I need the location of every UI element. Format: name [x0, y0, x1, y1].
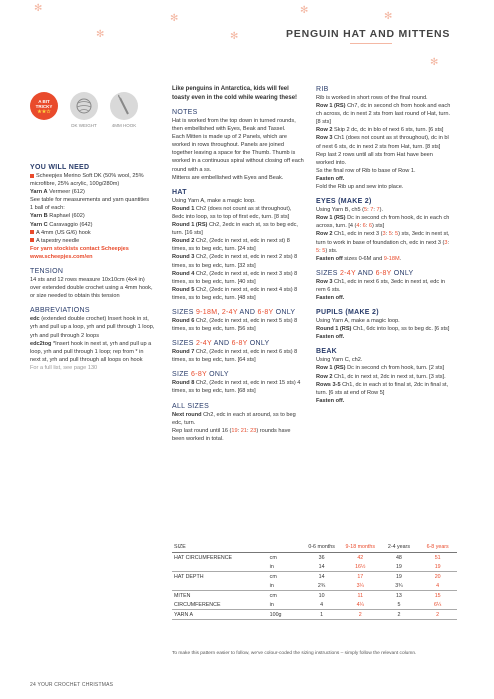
notes-paragraph: Mittens are embellished with Eyes and Beak. — [172, 174, 284, 181]
size-heading: SIZE 6-8Y ONLY — [172, 371, 229, 379]
snowflake-icon: ✻ — [170, 13, 179, 24]
section-heading: HAT — [172, 188, 187, 196]
table-header-cell: SIZE — [172, 542, 268, 553]
table-cell: cm — [269, 592, 277, 599]
page-title: PENGUIN HAT AND MITTENS — [286, 28, 451, 40]
instruction: Round 1 (RS) Ch2, 2edc in each st, ss to beg edc, turn. [16 sts] — [172, 222, 298, 237]
snowflake-icon: ✻ — [34, 3, 43, 14]
instruction: Using Yarn A, make a magic loop. — [316, 318, 400, 325]
instruction: Rep last round until 16 (19: 21: 23) rounds have been worked in total. — [172, 427, 291, 442]
notes-paragraph: Each Mitten is made up of 2 Panels, which are worked in rows throughout. Panels are joined together leaving a space for the Thumb. Thumb is worked in a continuous spiral without closing off each round with a ss. — [172, 134, 304, 173]
instruction: Fasten off sizes 0-6M and 9-18M. — [316, 255, 402, 262]
full-list-ref: For a full list, see page 130 — [30, 364, 98, 371]
instruction: Rib is worked in short rows of the final round. — [316, 95, 428, 101]
table-cell: 1 — [302, 610, 341, 620]
table-cell: 19 — [418, 562, 457, 572]
table-cell: 100g — [268, 610, 303, 620]
instruction: Round 1 Ch2 (does not count as st throughout), 8edc into loop, ss to top of first edc, turn. [8 sts] — [172, 205, 292, 220]
fasten-off: Fasten off. — [316, 294, 345, 301]
instruction: Round 5 Ch2, (2edc in next st, edc in next 4 sts) 8 times, ss to beg edc, turn. [48 sts] — [172, 286, 298, 301]
hook-size-label: 4MM HOOK — [111, 123, 137, 128]
yarn-b: Yarn B Raphael (602) — [30, 213, 85, 220]
table-row — [172, 553, 457, 563]
instruction: Ss the final row of Rib to base of Row 1. — [316, 167, 416, 174]
tension-text: 14 sts and 12 rows measure 10x10cm (4x4 in) over extended double crochet using a 4mm hook, or size needed to obtain this tension — [30, 277, 153, 300]
table-row — [172, 581, 457, 591]
abbr-edc2tog: edc2tog *Insert hook in next st, yrh and pull up a loop, yrh and pull through 1 loop; rep from * in next st, yrh and pull through all loops on hook — [30, 340, 152, 363]
yarn-ball-icon — [70, 92, 98, 120]
table-header-cell — [268, 542, 303, 553]
instruction: Round 8 Ch2, (2edc in next st, edc in next 15 sts) 4 times, ss to beg edc, turn. [68 sts] — [172, 380, 301, 395]
section-heading: NOTES — [172, 109, 198, 116]
hat-column — [172, 85, 304, 443]
snowflake-icon: ✻ — [96, 29, 105, 40]
instruction: Row 2 Ch1, dc in next st, 2dc in next st, turn. [3 sts]. — [316, 373, 446, 380]
section-heading: BEAK — [316, 348, 338, 356]
table-row — [172, 572, 457, 582]
table-cell: 48 — [395, 554, 402, 561]
instruction: Row 2 Skip 2 dc, dc in blo of next 6 sts, turn. [6 sts] — [316, 127, 444, 134]
notes-paragraph: Hat is worked from the top down in turned rounds, then embellished with Eyes, Beak and Tassel. — [172, 118, 296, 133]
table-cell: 11 — [357, 592, 364, 599]
fasten-off: Fasten off. — [316, 397, 345, 404]
instruction: Row 1 (RS) Ch7, dc in second ch from hook and each ch across, dc in next 2 sts from last round of Hat, turn. [8 sts] — [316, 103, 451, 126]
snowflake-icon: ✻ — [230, 31, 239, 42]
instruction: Row 1 (RS) Dc in second ch from hook, dc in each ch across, turn. [4 (4: 6: 6) sts] — [316, 215, 450, 230]
table-header-cell: 9-18 months — [341, 542, 380, 553]
rib-eyes-column — [316, 85, 452, 405]
crochet-hook-icon — [110, 92, 138, 120]
table-cell: HAT CIRCUMFERENCE — [174, 554, 233, 561]
title-divider — [350, 43, 392, 44]
table-cell: 13 — [395, 592, 402, 599]
table-cell: 19 — [380, 562, 419, 572]
snowflake-icon: ✻ — [300, 5, 309, 16]
instruction: Round 3 Ch2, (2edc in next st, edc in next 2 sts) 8 times, ss to beg edc, turn. [32 sts] — [172, 254, 298, 269]
table-cell — [172, 581, 268, 591]
table-cell: cm — [269, 573, 277, 580]
table-cell: CIRCUMFERENCE — [172, 600, 268, 610]
snowflake-icon: ✻ — [384, 11, 393, 22]
table-cell: 42 — [357, 554, 364, 561]
size-table — [172, 542, 457, 620]
stockists-link[interactable]: For yarn stockists contact Scheepjes www.scheepjes.com/en — [30, 245, 129, 260]
table-header-cell: 6-8 years — [418, 542, 457, 553]
section-heading: YOU WILL NEED — [30, 164, 90, 171]
size-heading: ALL SIZES — [172, 402, 210, 410]
pattern-badges — [30, 92, 145, 152]
instruction: Row 2 Ch1, edc in next 3 (3: 5: 5) sts, 3edc in next st, turn to work in base of foundation ch, edc in next 3 (3: 5: 5) sts. — [316, 231, 450, 254]
instruction: Using Yarn B, ch5 (5: 7: 7). — [316, 207, 383, 214]
see-table-note: See table for measurements and yarn quantities — [30, 197, 150, 204]
materials-column — [30, 163, 155, 372]
page-footer: 24 YOUR CROCHET CHRISTMAS — [30, 682, 114, 688]
table-header-row — [172, 542, 457, 553]
instruction: Next round Ch2, edc in each st around, ss to beg edc, turn. — [172, 411, 296, 426]
table-cell: HAT DEPTH — [174, 573, 204, 580]
section-heading: PUPILS (MAKE 2) — [316, 309, 379, 317]
instruction: Fold the Rib up and sew into place. — [316, 184, 404, 191]
table-row — [172, 591, 457, 601]
table-cell: 6¼ — [418, 600, 457, 610]
intro-text: Like penguins in Antarctica, kids will feel toasty even in the cold while wearing these! — [172, 86, 298, 101]
needle-item: A tapestry needle — [30, 237, 155, 245]
hook-size-icon — [110, 92, 138, 120]
table-cell: 2¾ — [302, 581, 341, 591]
table-cell: in — [268, 581, 303, 591]
table-cell: in — [268, 562, 303, 572]
star-rating: ★★☆ — [37, 109, 51, 115]
fasten-off: Fasten off. — [316, 175, 345, 182]
instruction: Round 7 Ch2, (2edc in next st, edc in next 6 sts) 8 times, ss to beg edc, turn. [64 sts] — [172, 349, 298, 364]
instruction: Row 1 (RS) Dc in second ch from hook, turn. [2 sts] — [316, 365, 445, 372]
instruction: Round 1 (RS) Ch1, 6dc into loop, ss to beg dc. [6 sts] — [316, 326, 450, 333]
yarn-a: Yarn A Vermeer (612) — [30, 189, 85, 196]
yarn-weight-label: DK WEIGHT — [71, 123, 97, 128]
table-cell: 2 — [380, 610, 419, 620]
table-header-cell: 2-4 years — [380, 542, 419, 553]
size-heading: SIZES 2-4Y AND 6-8Y ONLY — [316, 269, 414, 277]
table-cell: 4 — [418, 581, 457, 591]
section-heading: ABBREVIATIONS — [30, 307, 90, 315]
instruction: Round 4 Ch2, (2edc in next st, edc in next 3 sts) 8 times, ss to beg edc, turn. [40 sts] — [172, 270, 298, 285]
table-cell: 36 — [318, 554, 325, 561]
instruction: Rep last 2 rows until all sts from Hat have been worked into. — [316, 151, 433, 166]
skill-level-label: A BIT TRICKY — [35, 99, 53, 109]
table-header-cell: 0-6 months — [302, 542, 341, 553]
snowflake-icon: ✻ — [430, 57, 439, 68]
yarn-weight-icon — [70, 92, 98, 120]
table-cell: in — [268, 600, 303, 610]
table-cell — [172, 562, 268, 572]
section-heading: TENSION — [30, 268, 64, 276]
table-cell: 14 — [302, 562, 341, 572]
table-cell: 19 — [395, 573, 402, 580]
table-row — [172, 562, 457, 572]
table-row — [172, 610, 457, 620]
section-heading: RIB — [316, 86, 329, 93]
hook-item: A 4mm (US G/6) hook — [30, 229, 155, 237]
instruction: Using Yarn A, make a magic loop. — [172, 197, 256, 204]
yarn-c: Yarn C Caravaggio (642) — [30, 221, 93, 228]
table-cell: 3¼ — [341, 581, 380, 591]
table-cell: 17 — [357, 573, 364, 580]
instruction: Rows 3-5 Ch1, dc in each st to final st, 2dc in final st, turn. [6 sts at end of Row 5] — [316, 381, 449, 396]
table-cell: 20 — [434, 573, 441, 580]
instruction: Round 6 Ch2, (2edc in next st, edc in next 5 sts) 8 times, ss to beg edc, turn. [56 sts] — [172, 317, 298, 333]
table-cell: cm — [269, 554, 277, 561]
one-ball-note: 1 ball of each: — [30, 205, 65, 212]
bullet-icon — [30, 174, 34, 178]
fasten-off: Fasten off. — [316, 334, 345, 341]
table-cell: 15 — [434, 592, 441, 599]
table-cell: 4¼ — [341, 600, 380, 610]
table-cell: 4 — [302, 600, 341, 610]
skill-level-badge — [30, 92, 58, 120]
table-cell: 16½ — [341, 562, 380, 572]
bullet-icon — [30, 238, 34, 242]
table-cell: 2 — [418, 610, 457, 620]
table-cell: 2 — [341, 610, 380, 620]
table-cell: 3¾ — [380, 581, 419, 591]
table-cell: 5 — [380, 600, 419, 610]
size-heading: SIZES 9-18M, 2-4Y AND 6-8Y ONLY — [172, 308, 296, 316]
size-heading: SIZES 2-4Y AND 6-8Y ONLY — [172, 340, 270, 348]
table-cell: 51 — [434, 554, 441, 561]
table-cell: YARN A — [172, 610, 268, 620]
instruction: Row 3 Ch1 (does not count as st throughout), dc in bl of next 6 sts, dc in next 2 sts from Hat, turn. [8 sts] — [316, 135, 449, 150]
section-heading: EYES (MAKE 2) — [316, 198, 372, 206]
table-cell: 14 — [318, 573, 325, 580]
table-cell: MITEN — [174, 592, 191, 599]
table-cell: 10 — [318, 592, 325, 599]
table-footnote: To make this pattern easier to follow, we've colour-coded the sizing instructions – simply follow the relevant column. — [172, 651, 417, 656]
abbr-edc: edc (extended double crochet) Insert hook in st, yrh and pull up a loop, yrh and pull through 1 loop, yrh and pull through 2 loops — [30, 316, 155, 339]
instruction: Row 3 Ch1, edc in next 6 sts, 3edc in next st, edc in rem 6 sts. — [316, 278, 446, 293]
bullet-icon — [30, 230, 34, 234]
table-row — [172, 600, 457, 610]
yarn-brand: Scheepjes Merino Soft DK (50% wool, 25% microfibre, 25% acrylic, 100g/280m) — [30, 173, 144, 188]
instruction: Using Yarn C, ch2. — [316, 357, 363, 364]
instruction: Round 2 Ch2, (2edc in next st, edc in next st) 8 times, ss to beg edc, turn. [24 sts] — [172, 238, 290, 253]
